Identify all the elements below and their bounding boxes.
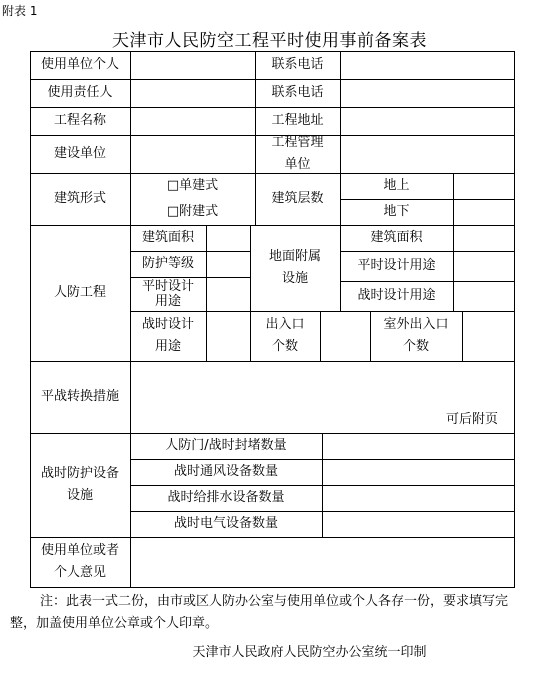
note-attach-page-text: 可后附页 xyxy=(445,412,498,427)
label-ground-annex xyxy=(250,225,340,311)
label-wartime-design-use-2 xyxy=(340,281,453,311)
label-outdoor-entrance-count xyxy=(370,311,462,361)
label-use-unit-text: 使用单位个人 xyxy=(40,57,119,72)
label-use-unit xyxy=(30,51,130,79)
option-attached-text: □附建式 xyxy=(166,204,219,219)
table-rule-v xyxy=(130,537,131,588)
label-building-area-2 xyxy=(340,225,453,251)
label-above-ground xyxy=(340,173,453,199)
label-peacetime-design-use-2-text: 平时设计用途 xyxy=(357,258,436,273)
note-attach-page xyxy=(430,407,514,433)
table-rule-h xyxy=(30,587,515,588)
table-rule-v xyxy=(340,51,341,174)
table-rule-v xyxy=(462,311,463,362)
label-peacetime-design-use-1 xyxy=(130,277,206,311)
label-construction-unit xyxy=(30,135,130,173)
table-rule-v xyxy=(206,225,207,312)
label-project-name xyxy=(30,107,130,135)
label-equip-electrical xyxy=(130,511,322,537)
issuer-line: 天津市人民政府人民防空办公室统一印制 xyxy=(192,645,427,660)
label-entrance-count xyxy=(250,311,320,361)
label-project-address xyxy=(255,107,340,135)
label-project-management-unit-text: 工程管理 单位 xyxy=(271,135,324,172)
label-project-name-text: 工程名称 xyxy=(53,113,106,128)
label-equip-ventilation xyxy=(130,459,322,485)
label-conversion-measures xyxy=(30,361,130,433)
label-peacetime-design-use-1-text: 平时设计 用途 xyxy=(141,279,194,309)
label-protection-level-text: 防护等级 xyxy=(141,256,194,271)
label-equip-ventilation-text: 战时通风设备数量 xyxy=(173,464,278,479)
label-opinion xyxy=(30,537,130,587)
label-below-ground-text: 地下 xyxy=(383,204,410,219)
label-equip-door-blocking xyxy=(130,433,322,459)
label-building-area-1-text: 建筑面积 xyxy=(141,230,194,245)
label-below-ground xyxy=(340,199,453,225)
table-rule-v xyxy=(514,51,515,588)
label-wartime-equipment xyxy=(30,433,130,537)
option-standalone xyxy=(130,173,255,199)
label-outdoor-entrance-count-text: 室外出入口 个数 xyxy=(383,317,449,354)
label-responsible-person xyxy=(30,79,130,107)
label-building-area-1 xyxy=(130,225,206,251)
label-contact-phone-1 xyxy=(255,51,340,79)
label-equip-water xyxy=(130,485,322,511)
option-attached xyxy=(130,199,255,225)
label-building-form xyxy=(30,173,130,225)
footnote: 注：此表一式二份，由市或区人防办公室与使用单位或个人各存一份，要求填写完整，加盖使用单位公章或个人印章。 xyxy=(10,594,509,631)
label-opinion-text: 使用单位或者 个人意见 xyxy=(40,543,119,580)
page-title: 天津市人民防空工程平时使用事前备案表 xyxy=(112,31,427,51)
label-above-ground-text: 地上 xyxy=(383,178,410,193)
label-wartime-design-use-1 xyxy=(130,311,206,361)
label-contact-phone-2-text: 联系电话 xyxy=(271,85,324,100)
label-project-management-unit xyxy=(255,135,340,173)
label-contact-phone-2 xyxy=(255,79,340,107)
label-wartime-design-use-2-text: 战时设计用途 xyxy=(357,288,436,303)
label-ground-annex-text: 地面附属 设施 xyxy=(268,249,321,286)
label-civil-defense-project xyxy=(30,225,130,361)
label-building-form-text: 建筑形式 xyxy=(53,191,106,206)
filing-form-table xyxy=(30,51,514,587)
table-rule-v xyxy=(453,225,454,312)
label-building-floors xyxy=(255,173,340,225)
label-responsible-person-text: 使用责任人 xyxy=(47,85,113,100)
label-equip-water-text: 战时给排水设备数量 xyxy=(167,490,285,505)
table-rule-v xyxy=(130,51,131,174)
label-building-floors-text: 建筑层数 xyxy=(271,191,324,206)
label-equip-electrical-text: 战时电气设备数量 xyxy=(173,516,278,531)
attachment-label: 附表 1 xyxy=(2,4,38,18)
label-peacetime-design-use-2 xyxy=(340,251,453,281)
table-rule-v xyxy=(130,361,131,434)
label-construction-unit-text: 建设单位 xyxy=(53,146,106,161)
label-wartime-equipment-text: 战时防护设备 设施 xyxy=(40,466,119,503)
table-rule-v xyxy=(320,311,321,362)
label-wartime-design-use-1-text: 战时设计 用途 xyxy=(141,317,194,354)
label-building-area-2-text: 建筑面积 xyxy=(370,230,423,245)
label-conversion-measures-text: 平战转换措施 xyxy=(40,389,119,404)
label-protection-level xyxy=(130,251,206,277)
label-civil-defense-project-text: 人防工程 xyxy=(53,285,106,300)
label-equip-door-blocking-text: 人防门/战时封堵数量 xyxy=(165,438,287,453)
label-entrance-count-text: 出入口 个数 xyxy=(265,317,305,354)
table-rule-v xyxy=(206,311,207,362)
label-project-address-text: 工程地址 xyxy=(271,113,324,128)
option-standalone-text: □单建式 xyxy=(166,178,219,193)
label-contact-phone-1-text: 联系电话 xyxy=(271,57,324,72)
